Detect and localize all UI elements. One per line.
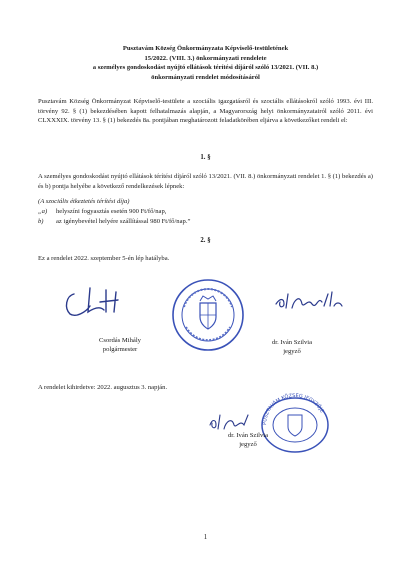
preamble: Pusztavám Község Önkormányzat Képviselő-testülete a szociális igazgatásról és szociális ellátásokról szóló 1993. évi III. törvény 92. § (1) bekezdésében kapott felhatalmazás alapján, a Magyarország helyi önkormányzatairól szóló 2011. évi CLXXXIX. törvény 13. § (1) bekezdés 8a. pontjában meghatározott feladatkörében eljárva a következőket rendeli el: [38,98,373,125]
amendment-list [38,207,190,226]
notary-seal-text: PUSZTAVÁM KÖZSÉG JEGYZŐJE [261,393,325,426]
section-1-heading: 1. § [200,154,211,161]
section-1-text: A személyes gondoskodást nyújtó ellátások térítési díjáról szóló 13/2021. (VII. 8.) önkormányzati rendelet 1. § (1) bekezdés a) és b) pontja helyébe a következő rendelkezések lépnek: [38,173,373,190]
notary-title: jegyző [283,348,301,356]
list-marker: „a) [38,208,48,215]
notary-signature-icon [272,286,352,316]
promulgation-text: A rendelet kihirdetve: 2022. augusztus 3. napján. [38,384,168,391]
promulgation-notary-title: jegyző [239,441,257,449]
list-item [38,217,190,227]
title-line-3: a személyes gondoskodást nyújtó ellátások térítési díjáról szóló 13/2021. (VII. 8.) [92,64,319,72]
list-item-text: az igénybevétel helyére szállítással 980 Ft/fő/nap.” [56,217,191,225]
mayor-name: Csordás Mihály [99,337,141,344]
mayor-title: polgármester [102,346,138,354]
page-number: 1 [203,533,208,541]
section-2-text: Ez a rendelet 2022. szeptember 5-én lép hatályba. [38,255,170,262]
title-line-1: Pusztavám Község Önkormányzata Képviselő-testületének [122,45,289,52]
mayor-signature-block [70,336,170,355]
list-marker: b) [38,217,44,225]
mayor-signature-icon [60,282,140,324]
municipal-seal-icon [170,277,246,353]
document-title [40,44,371,82]
section-2-heading: 2. § [200,237,211,244]
quote-heading: (A szociális étkeztetés térítési díja) [38,198,130,205]
title-line-4: önkormányzati rendelet módosításáról [151,73,260,81]
list-item [38,207,190,217]
notary-name: dr. Iván Szilvia [271,339,313,346]
notary-signature-block [242,338,342,357]
promulgation-notary-name: dr. Iván Szilvia [227,432,269,439]
title-line-2: 15/2022. (VIII. 3.) önkormányzati rendelete [144,54,267,62]
promulgation-signature-block [208,431,288,450]
list-item-text: helyszíni fogyasztás esetén 900 Ft/fő/nap, [56,208,167,215]
